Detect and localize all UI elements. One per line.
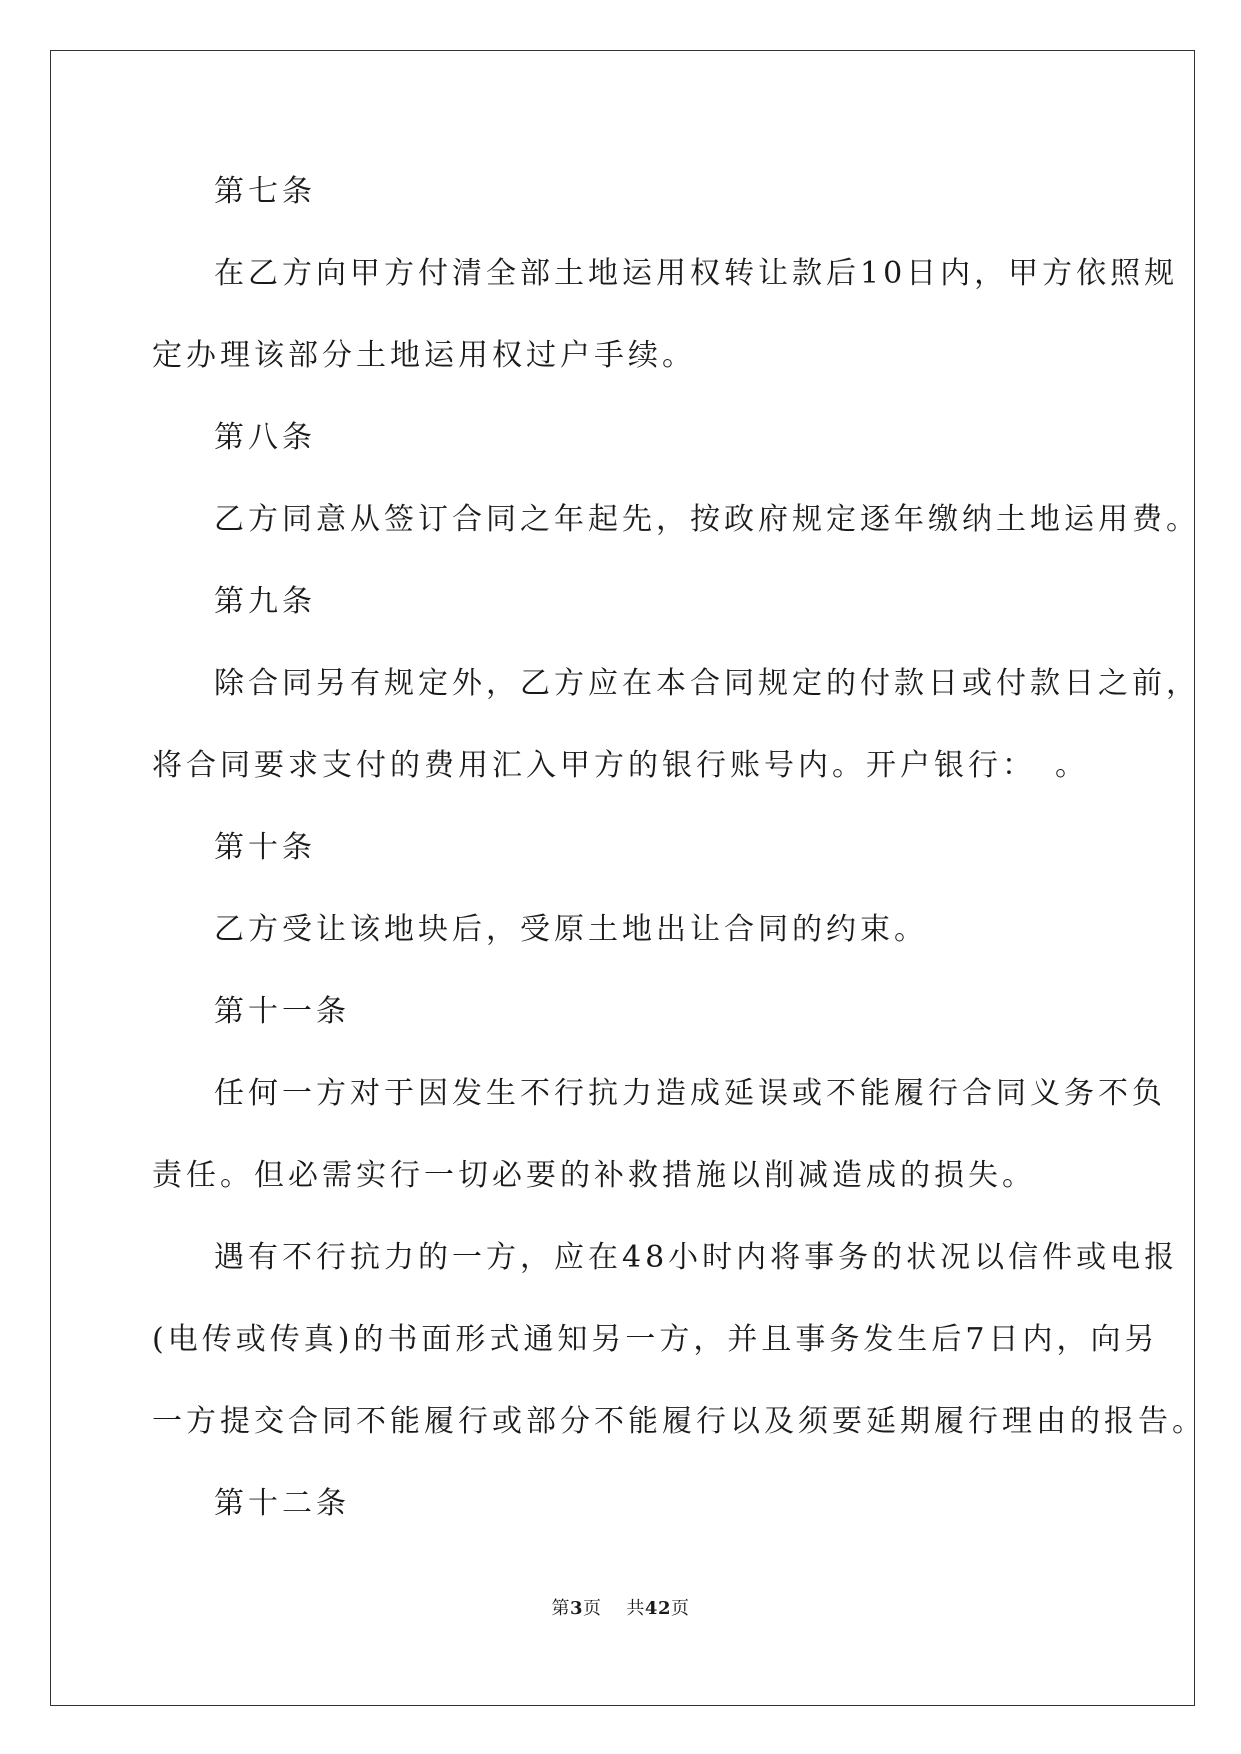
total-label-suffix: 页 bbox=[670, 1598, 690, 1619]
paragraph-line: 责任。但必需实行一切必要的补救措施以削减造成的损失。 bbox=[152, 1158, 1036, 1193]
paragraph-line: 任何一方对于因发生不行抗力造成延误或不能履行合同义务不负 bbox=[214, 1076, 1166, 1111]
article-heading: 第十一条 bbox=[214, 994, 350, 1029]
paragraph-line: 遇有不行抗力的一方，应在48小时内将事务的状况以信件或电报 bbox=[214, 1240, 1179, 1275]
paragraph-line: 在乙方向甲方付清全部土地运用权转让款后10日内，甲方依照规 bbox=[214, 256, 1179, 291]
paragraph-line: 一方提交合同不能履行或部分不能履行以及须要延期履行理由的报告。 bbox=[152, 1404, 1206, 1439]
page-border bbox=[50, 50, 1195, 1706]
total-label-prefix: 共 bbox=[626, 1598, 645, 1619]
article-heading: 第十条 bbox=[214, 830, 316, 865]
paragraph-line: 乙方受让该地块后，受原土地出让合同的约束。 bbox=[214, 912, 928, 947]
article-heading: 第十二条 bbox=[214, 1486, 350, 1521]
paragraph-line: 将合同要求支付的费用汇入甲方的银行账号内。开户银行： 。 bbox=[152, 748, 1089, 783]
paragraph-line: (电传或传真)的书面形式通知另一方，并且事务发生后7日内，向另 bbox=[152, 1322, 1159, 1357]
article-heading: 第九条 bbox=[214, 584, 316, 619]
page-label-suffix: 页 bbox=[583, 1598, 602, 1619]
article-heading: 第七条 bbox=[214, 174, 316, 209]
paragraph-line: 定办理该部分土地运用权过户手续。 bbox=[152, 338, 696, 373]
paragraph-line: 乙方同意从签订合同之年起先，按政府规定逐年缴纳土地运用费。 bbox=[214, 502, 1200, 537]
paragraph-line: 除合同另有规定外，乙方应在本合同规定的付款日或付款日之前， bbox=[214, 666, 1200, 701]
total-pages: 42 bbox=[644, 1598, 671, 1619]
article-heading: 第八条 bbox=[214, 420, 316, 455]
page-label-prefix: 第 bbox=[551, 1598, 570, 1619]
page-number: 3 bbox=[570, 1598, 584, 1619]
page-footer bbox=[0, 1597, 1241, 1621]
